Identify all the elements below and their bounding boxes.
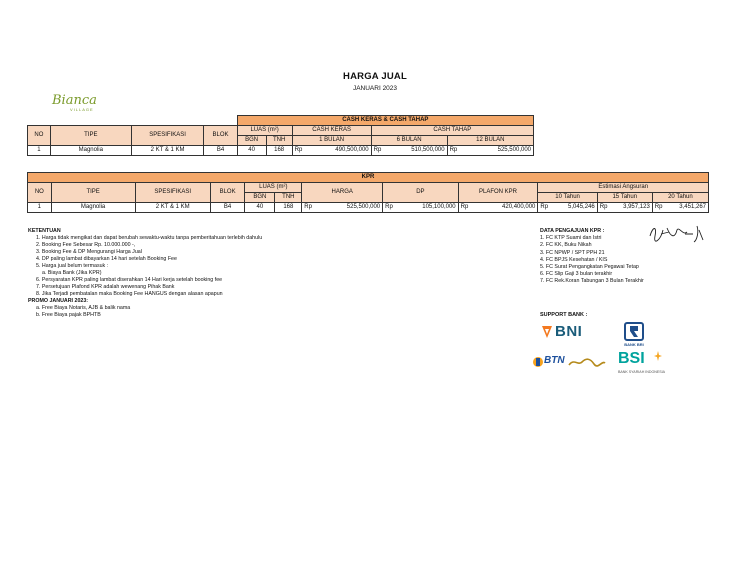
- terms-item: 6. Persyaratan KPR paling lambat diserahkan 14 Hari kerja setelah booking fee: [36, 277, 223, 283]
- bsi-text: BSI: [618, 350, 645, 367]
- bni-mark-icon: [539, 324, 555, 340]
- col-estimasi: Estimasi Angsuran: [538, 183, 709, 193]
- col-dp: DP: [383, 183, 458, 203]
- kpr-section-header: KPR: [28, 173, 709, 183]
- cell-20-tahun: 3,451,267: [665, 203, 708, 213]
- col-bgn: BGN: [237, 136, 266, 146]
- requirement-item: 4. FC BPJS Kesehatan / KIS: [540, 256, 608, 263]
- cell-tipe: Magnolia: [50, 146, 131, 156]
- promo-item: a. Free Biaya Notaris, AJB & balik nama: [36, 305, 131, 311]
- requirements-title: DATA PENGAJUAN KPR :: [540, 228, 605, 234]
- col-no: NO: [28, 126, 51, 146]
- col-no: NO: [28, 183, 52, 203]
- col-blok: BLOK: [210, 183, 244, 203]
- bsi-star-icon: [654, 351, 662, 361]
- requirement-item: 6. FC Slip Gaji 3 bulan terakhir: [540, 271, 613, 278]
- requirement-item: 2. FC KK, Buku Nikah: [540, 242, 592, 249]
- col-blok: BLOK: [204, 126, 237, 146]
- cell-10-tahun: 5,045,246: [551, 203, 597, 213]
- bni-text: BNI: [555, 323, 583, 340]
- btn-mark-icon: [532, 355, 544, 369]
- cell-bgn: 40: [237, 146, 266, 156]
- logo-sub-text: VILLAGE: [70, 107, 94, 112]
- col-6-bulan: 6 BULAN: [371, 136, 447, 146]
- col-15-tahun: 15 Tahun: [597, 193, 652, 203]
- cell-plafon: 420,400,000: [471, 203, 538, 213]
- cell-currency: Rp: [292, 146, 305, 156]
- col-bgn: BGN: [245, 193, 275, 203]
- cell-currency: Rp: [302, 203, 315, 213]
- col-cash-tahap: CASH TAHAP: [371, 126, 533, 136]
- logo-brand-text: Bianca: [52, 93, 97, 108]
- btn-syariah-script-icon: [568, 356, 606, 368]
- terms-item: 8. Jika Terjadi pembatalan maka Booking Fee HANGUS dengan alasan apapun: [36, 291, 223, 297]
- cash-price-table: [27, 115, 534, 156]
- terms-sub-item: a. Biaya Bank (Jika KPR): [42, 270, 102, 276]
- requirement-item: 7. FC Rek.Koran Tabungan 3 Bulan Terakhir: [540, 278, 644, 285]
- cell-currency: Rp: [447, 146, 460, 156]
- cash-section-header: CASH KERAS & CASH TAHAP: [237, 116, 533, 126]
- col-spesifikasi: SPESIFIKASI: [135, 183, 210, 203]
- col-1-bulan: 1 BULAN: [292, 136, 371, 146]
- page-title: HARGA JUAL: [343, 71, 407, 82]
- promo-title: PROMO JANUARI 2023:: [28, 298, 89, 304]
- btn-logo: [532, 353, 606, 371]
- col-tnh: TNH: [266, 136, 292, 146]
- table-row: [28, 203, 709, 213]
- requirement-item: 5. FC Surat Pengangkatan Pegawai Tetap: [540, 264, 639, 271]
- support-bank-title: SUPPORT BANK :: [540, 312, 588, 318]
- col-tipe: TIPE: [51, 183, 135, 203]
- cell-harga: 525,500,000: [315, 203, 383, 213]
- cell-currency: Rp: [458, 203, 471, 213]
- cell-blok: B4: [204, 146, 237, 156]
- cell-tnh: 168: [266, 146, 292, 156]
- terms-item: 4. DP paling lambat dibayarkan 14 hari setelah Booking Fee: [36, 256, 177, 262]
- bri-mark-icon: [624, 322, 644, 341]
- cell-currency: Rp: [371, 146, 384, 156]
- page-subtitle: JANUARI 2023: [352, 85, 398, 92]
- col-10-tahun: 10 Tahun: [538, 193, 597, 203]
- terms-item: 7. Persetujuan Plafond KPR adalah wewenang Pihak Bank: [36, 284, 175, 290]
- cell-spesifikasi: 2 KT & 1 KM: [135, 203, 210, 213]
- cell-1-bulan: 490,500,000: [305, 146, 371, 156]
- bianca-village-logo: [52, 94, 112, 116]
- col-20-tahun: 20 Tahun: [652, 193, 708, 203]
- cell-12-bulan: 525,500,000: [460, 146, 534, 156]
- bsi-logo: [618, 350, 678, 384]
- btn-text: BTN: [544, 355, 565, 366]
- col-plafon: PLAFON KPR: [458, 183, 538, 203]
- promo-item: b. Free Biaya pajak BPHTB: [36, 312, 101, 318]
- col-luas: LUAS (m²): [245, 183, 302, 193]
- table-row: [28, 146, 534, 156]
- col-harga: HARGA: [302, 183, 383, 203]
- cell-currency: Rp: [383, 203, 396, 213]
- terms-section: [28, 228, 308, 319]
- cell-currency: Rp: [652, 203, 665, 213]
- cell-currency: Rp: [597, 203, 610, 213]
- col-luas: LUAS (m²): [237, 126, 292, 136]
- cell-dp: 105,100,000: [396, 203, 458, 213]
- cell-tipe: Magnolia: [51, 203, 135, 213]
- signature-image: [647, 222, 707, 244]
- col-spesifikasi: SPESIFIKASI: [131, 126, 204, 146]
- requirement-item: 3. FC NPWP / SPT PPH 21: [540, 249, 605, 256]
- cell-tnh: 168: [275, 203, 302, 213]
- col-12-bulan: 12 BULAN: [447, 136, 533, 146]
- cell-bgn: 40: [245, 203, 275, 213]
- col-cash-keras: CASH KERAS: [292, 126, 371, 136]
- bri-logo: [616, 322, 652, 348]
- terms-item: 5. Harga jual belum termasuk :: [36, 263, 109, 269]
- cell-15-tahun: 3,957,123: [610, 203, 652, 213]
- cell-no: 1: [28, 203, 52, 213]
- terms-title: KETENTUAN: [28, 228, 61, 234]
- cell-blok: B4: [210, 203, 244, 213]
- kpr-price-table: [27, 172, 709, 213]
- terms-item: 2. Booking Fee Sebesar Rp. 10.000.000 -,: [36, 242, 136, 248]
- cell-6-bulan: 510,500,000: [384, 146, 447, 156]
- terms-item: 1. Harga tidak mengikat dan dapat berubah sewaktu-waktu tanpa pemberitahuan terlebih dahulu: [36, 235, 263, 241]
- cash-section-spacer: [28, 116, 238, 126]
- cell-currency: Rp: [538, 203, 551, 213]
- requirement-item: 1. FC KTP Suami dan Istri: [540, 235, 602, 242]
- bsi-tagline: BANK SYARIAH INDONESIA: [618, 370, 666, 374]
- cell-spesifikasi: 2 KT & 1 KM: [131, 146, 204, 156]
- bri-text: BANK BRI: [624, 342, 644, 347]
- col-tnh: TNH: [275, 193, 302, 203]
- col-tipe: TIPE: [50, 126, 131, 146]
- terms-item: 3. Booking Fee & DP Mengurangi Harga Jual: [36, 249, 142, 255]
- cell-no: 1: [28, 146, 51, 156]
- bni-logo: [539, 323, 591, 341]
